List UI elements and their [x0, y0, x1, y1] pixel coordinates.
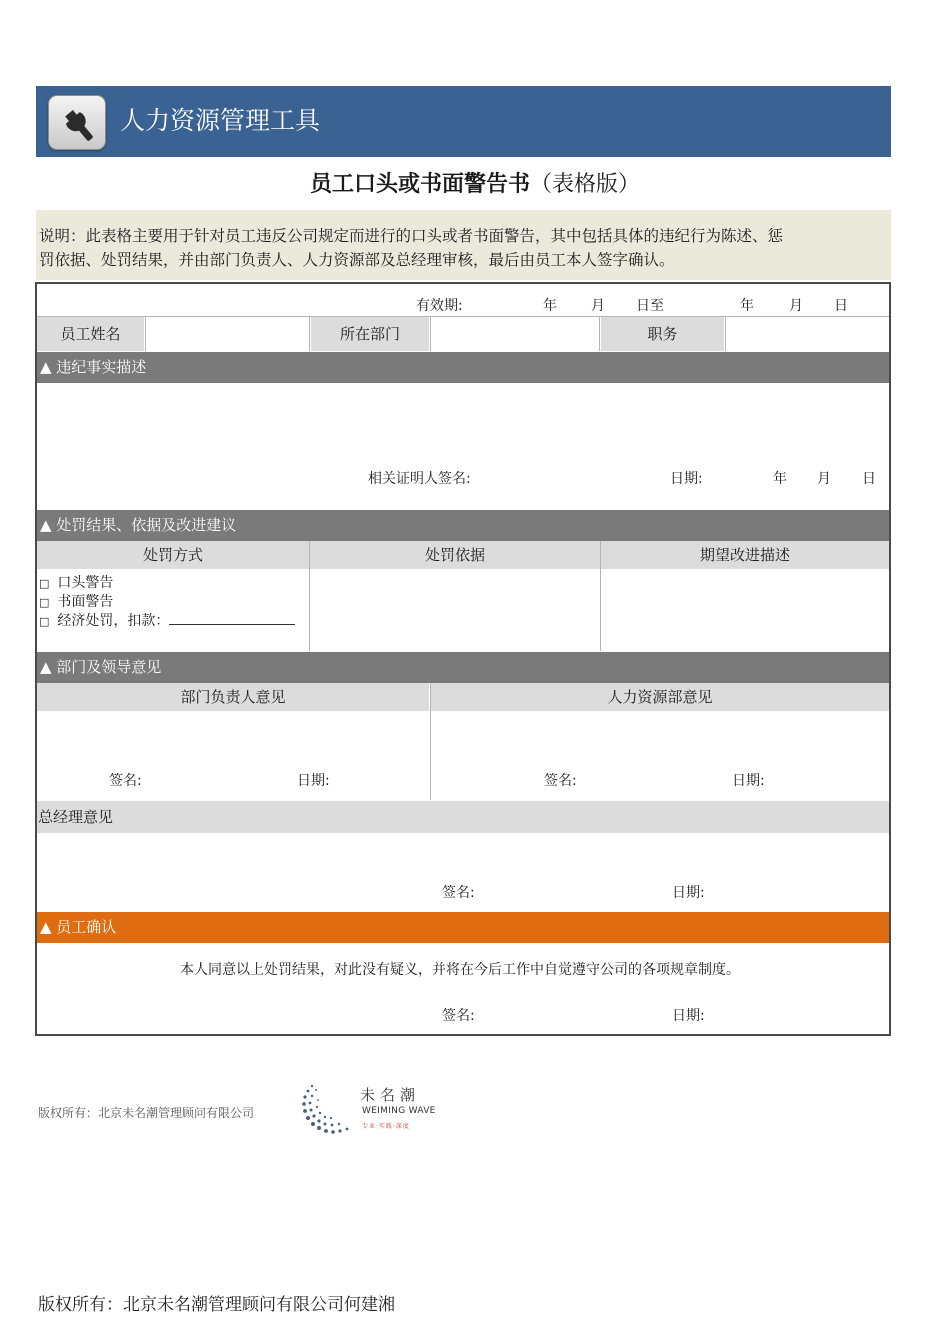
gm-date-label: 日期:	[672, 885, 705, 901]
validity-day-end[interactable]: 日	[834, 298, 848, 314]
employee-sign-label: 签名:	[442, 1008, 475, 1024]
checkbox-icon[interactable]: □	[39, 577, 50, 590]
dept-head-date-label: 日期:	[297, 773, 330, 789]
validity-year-end[interactable]: 年	[740, 298, 754, 314]
hr-opinion-header: 人力资源部意见	[431, 683, 889, 711]
employee-date-label: 日期:	[672, 1008, 705, 1024]
section-violation-header: ▲ 违纪事实描述	[37, 352, 889, 383]
document-title	[0, 170, 950, 200]
description-line: 罚依据、处罚结果，并由部门负责人、人力资源部及总经理审核，最后由员工本人签字确认。	[39, 251, 675, 269]
gm-sign-label: 签名:	[442, 885, 475, 901]
position-label: 职务	[601, 317, 724, 351]
violation-date-label: 日期:	[670, 471, 703, 487]
description-line: 说明：此表格主要用于针对员工违反公司规定而进行的口头或者书面警告，其中包括具体的违纪行为陈述、惩	[39, 227, 784, 245]
penalty-basis-field[interactable]	[311, 570, 599, 650]
copyright-small: 版权所有：北京未名潮管理顾问有限公司	[38, 1106, 255, 1120]
logo-tagline: 专业·实践·深度	[362, 1123, 410, 1130]
validity-month-end[interactable]: 月	[789, 298, 803, 314]
option-fine[interactable]: □ 经济处罚，扣款：	[39, 612, 295, 631]
fine-amount-field[interactable]	[169, 612, 295, 625]
violation-day: 日	[862, 471, 876, 487]
department-label: 所在部门	[311, 317, 429, 351]
document-title-suffix: （表格版）	[530, 172, 641, 197]
violation-year: 年	[773, 471, 787, 487]
penalty-method-header: 处罚方式	[37, 541, 309, 569]
validity-day-to[interactable]: 日至	[636, 298, 664, 314]
validity-label: 有效期:	[416, 298, 463, 314]
gm-opinion-header: 总经理意见	[37, 801, 889, 833]
employee-name-field[interactable]	[145, 317, 310, 351]
dept-head-sign-label: 签名:	[109, 773, 142, 789]
penalty-basis-header: 处罚依据	[310, 541, 600, 569]
validity-year-start[interactable]: 年	[543, 298, 557, 314]
section-penalty-header: ▲ 处罚结果、依据及改进建议	[37, 510, 889, 541]
app-title: 人力资源管理工具	[120, 106, 321, 135]
checkbox-icon[interactable]: □	[39, 615, 50, 628]
copyright-large: 版权所有：北京未名潮管理顾问有限公司何建湘	[38, 1295, 395, 1315]
hr-date-label: 日期:	[732, 773, 765, 789]
violation-description-field[interactable]	[37, 383, 889, 507]
position-field[interactable]	[725, 317, 889, 351]
checkbox-icon[interactable]: □	[39, 596, 50, 609]
logo-english-name: WEIMING WAVE	[362, 1106, 436, 1116]
document-title-main: 员工口头或书面警告书	[309, 172, 530, 197]
employee-name-label: 员工姓名	[37, 317, 144, 351]
confirm-statement: 本人同意以上处罚结果，对此没有疑义，并将在今后工作中自觉遵守公司的各项规章制度。	[180, 962, 740, 978]
description-box	[36, 210, 891, 280]
violation-month: 月	[817, 471, 831, 487]
option-written-warning[interactable]: □ 书面警告	[39, 594, 114, 610]
improvement-field[interactable]	[602, 570, 888, 650]
wrench-icon	[48, 95, 106, 150]
section-confirm-header: ▲ 员工确认	[37, 912, 889, 943]
validity-month-start[interactable]: 月	[591, 298, 605, 314]
improvement-header: 期望改进描述	[601, 541, 889, 569]
logo-chinese-name: 未名潮	[360, 1086, 421, 1104]
hr-sign-label: 签名:	[544, 773, 577, 789]
section-opinion-header: ▲ 部门及领导意见	[37, 652, 889, 683]
department-field[interactable]	[430, 317, 600, 351]
option-verbal-warning[interactable]: □ 口头警告	[39, 575, 114, 591]
dept-head-opinion-header: 部门负责人意见	[37, 683, 429, 711]
witness-signature-label: 相关证明人签名:	[368, 471, 471, 487]
